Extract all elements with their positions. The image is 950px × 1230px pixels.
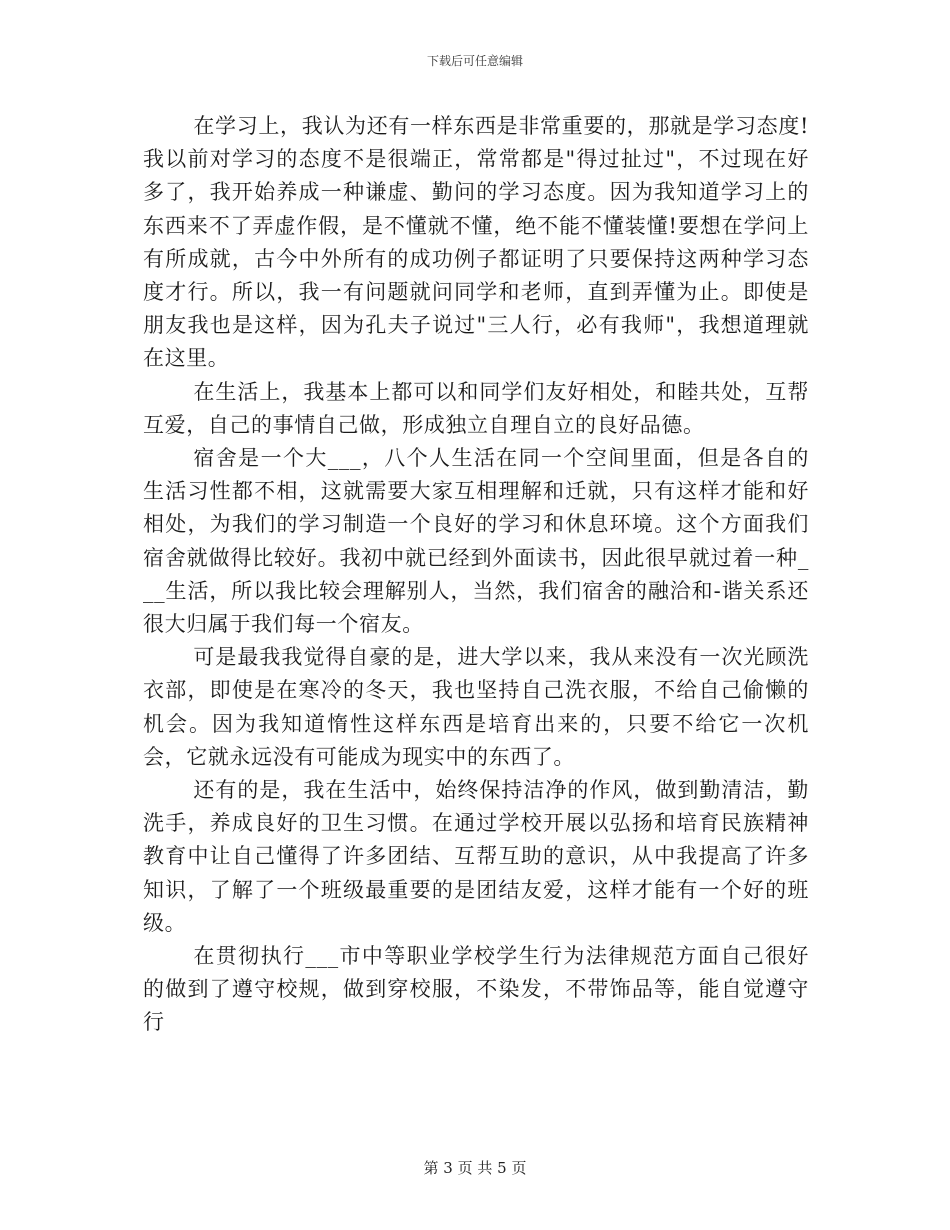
page-number: 第 3 页 共 5 页 [423,1159,527,1177]
paragraph-life: 在生活上，我基本上都可以和同学们友好相处，和睦共处，互帮互爱，自己的事情自己做，形成独立自理自立的良好品德。 [143,379,809,437]
paragraph-study-attitude: 在学习上，我认为还有一样东西是非常重要的，那就是学习态度!我以前对学习的态度不是很端正，常常都是"得过扯过"，不过现在好多了，我开始养成一种谦虚、勤问的学习态度。因为我知道学习上的东西来不了弄虚作假，是不懂就不懂，绝不能不懂装懂!要想在学问上有所成就，古今中外所有的成功例子都证明了只要保持这两种学习态度才行。所以，我一有问题就问同学和老师，直到弄懂为止。即使是朋友我也是这样，因为孔夫子说过"三人行，必有我师"，我想道理就在这里。 [143,114,809,371]
paragraph-dormitory: 宿舍是一个大___，八个人生活在同一个空间里面，但是各自的生活习性都不相，这就需要大家互相理解和迁就，只有这样才能和好相处，为我们的学习制造一个良好的学习和休息环境。这个方面我们宿舍就做得比较好。我初中就已经到外面读书，因此很早就过着一种___生活，所以我比较会理解别人，当然，我们宿舍的融洽和-谐关系还很大归属于我们每一个宿友。 [143,446,809,637]
page-header: 下载后可任意编辑 [426,54,523,68]
paragraph-school-rules: 在贯彻执行___市中等职业学校学生行为法律规范方面自己很好的做到了遵守校规，做到穿校服，不染发，不带饰品等，能自觉遵守行 [143,944,809,1035]
paragraph-laundry: 可是最我我觉得自豪的是，进大学以来，我从来没有一次光顾洗衣部，即使是在寒冷的冬天，我也坚持自己洗衣服，不给自己偷懒的机会。因为我知道惰性这样东西是培育出来的，只要不给它一次机会，它就永远没有可能成为现实中的东西了。 [143,645,809,769]
body-text [143,110,809,1040]
paragraph-hygiene: 还有的是，我在生活中，始终保持洁净的作风，做到勤清洁，勤洗手，养成良好的卫生习惯。在通过学校开展以弘扬和培育民族精神教育中让自己懂得了许多团结、互帮互助的意识，从中我提高了许多知识，了解了一个班级最重要的是团结友爱，这样才能有一个好的班级。 [143,778,809,935]
